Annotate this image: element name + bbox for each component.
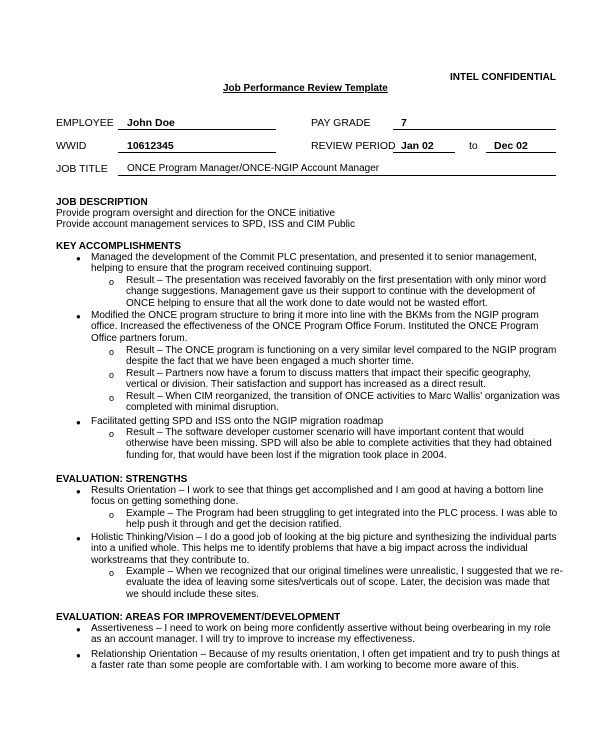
accomplishment-result: Result – The presentation was received favorably on the first presentation with only minor word change suggestions. Management gave us their support to continue with the development of ONCE helping to ensure that all the work done to date would not be wasted effort. bbox=[126, 275, 547, 309]
confidential-label: INTEL CONFIDENTIAL bbox=[450, 72, 556, 83]
sub-bullet-icon: o bbox=[109, 393, 115, 403]
employee-label: EMPLOYEE bbox=[56, 117, 114, 129]
pay-grade-label: PAY GRADE bbox=[311, 117, 371, 129]
employee-underline bbox=[118, 129, 276, 130]
key-accomplishments-heading: KEY ACCOMPLISHMENTS bbox=[56, 241, 182, 252]
accomplishment-item: Managed the development of the Commit PLC presentation, and presented it to senior management, helping to ensure that the program received continuing support. bbox=[91, 252, 537, 275]
bullet-icon: ● bbox=[76, 487, 81, 496]
review-period-label: REVIEW PERIOD bbox=[311, 140, 396, 152]
sub-bullet-icon: o bbox=[109, 347, 115, 357]
bullet-icon: ● bbox=[76, 651, 81, 660]
accomplishment-result: Result – The ONCE program is functioning on a very similar level compared to the NGIP program despite the fact that we have been engaged a much shorter time. bbox=[126, 345, 557, 368]
job-title-label: JOB TITLE bbox=[56, 163, 108, 175]
review-from-value: Jan 02 bbox=[401, 140, 434, 152]
wwid-underline bbox=[118, 152, 276, 153]
strength-example: Example – The Program had been struggling to get integrated into the PLC process. I was able to help push it through and get the decision ratified. bbox=[126, 508, 558, 531]
bullet-icon: ● bbox=[76, 418, 81, 427]
pay-grade-underline bbox=[393, 129, 556, 130]
sub-bullet-icon: o bbox=[109, 370, 115, 380]
job-description-line: Provide program oversight and direction for the ONCE initiative bbox=[56, 208, 336, 219]
improvement-item: Relationship Orientation – Because of my results orientation, I often get impatient and try to push things at a faster rate than some people are comfortable with. I am working to become more aware of this. bbox=[91, 649, 560, 671]
job-description-line: Provide account management services to SPD, ISS and CIM Public bbox=[56, 219, 356, 230]
accomplishment-item: Modified the ONCE program structure to bring it more into line with the BKMs from the NGIP program office. Increased the effectiveness of the ONCE Program Office Forum. Instituted the ONCE Program Office partners forum. bbox=[91, 310, 539, 344]
improvement-item: Assertiveness – I need to work on being more confidently assertive without being overbearing in my role as an account manager. I will try to improve to increase my effectiveness. bbox=[91, 623, 551, 646]
sub-bullet-icon: o bbox=[109, 429, 115, 439]
accomplishment-result: Result – Partners now have a forum to discuss matters that impact their specific geography, vertical or division. Their satisfaction and support has increased as a direct result. bbox=[126, 368, 531, 391]
bullet-icon: ● bbox=[76, 254, 81, 263]
accomplishment-result: Result – When CIM reorganized, the transition of ONCE activities to Marc Wallis' organization was completed with minimal disruption. bbox=[126, 391, 560, 414]
sub-bullet-icon: o bbox=[109, 568, 115, 578]
improvement-heading: EVALUATION: AREAS FOR IMPROVEMENT/DEVELOPMENT bbox=[56, 612, 341, 623]
strength-item: Results Orientation – I work to see that things get accomplished and I am good at having a bottom line focus on getting something done. bbox=[91, 485, 544, 508]
accomplishment-result: Result – The software developer customer scenario will have important content that would otherwise have been missing. SPD will also be able to complete activities that they had obtained funding for, that would have been lost if the migration took place in 2004. bbox=[126, 427, 552, 461]
review-to-value: Dec 02 bbox=[494, 140, 528, 152]
strength-item: Holistic Thinking/Vision – I do a good job of looking at the big picture and synthesizing the individual parts into a unified whole. This helps me to identify problems that have a big impact across the individual workstreams that they contribute to. bbox=[91, 532, 557, 566]
job-title-underline bbox=[118, 175, 556, 176]
job-description-heading: JOB DESCRIPTION bbox=[56, 197, 148, 208]
wwid-value: 10612345 bbox=[127, 140, 174, 152]
bullet-icon: ● bbox=[76, 312, 81, 321]
sub-bullet-icon: o bbox=[109, 510, 115, 520]
wwid-label: WWID bbox=[56, 140, 87, 152]
strength-example: Example – When we recognized that our original timelines were unrealistic, I suggested that we re-evaluate the idea of leaving some sites/verticals out of scope. Later, the decision was made that we should include these sites. bbox=[126, 566, 563, 600]
strengths-heading: EVALUATION: STRENGTHS bbox=[56, 474, 188, 485]
pay-grade-value: 7 bbox=[401, 117, 407, 129]
review-from-underline bbox=[393, 152, 455, 153]
sub-bullet-icon: o bbox=[109, 277, 115, 287]
bullet-icon: ● bbox=[76, 534, 81, 543]
review-to-underline bbox=[486, 152, 556, 153]
document-title: Job Performance Review Template bbox=[223, 83, 388, 94]
accomplishment-item: Facilitated getting SPD and ISS onto the NGIP migration roadmap bbox=[91, 416, 384, 427]
job-title-value: ONCE Program Manager/ONCE-NGIP Account Manager bbox=[127, 163, 380, 174]
review-to-label: to bbox=[469, 140, 478, 152]
employee-value: John Doe bbox=[127, 117, 175, 129]
bullet-icon: ● bbox=[76, 625, 81, 634]
